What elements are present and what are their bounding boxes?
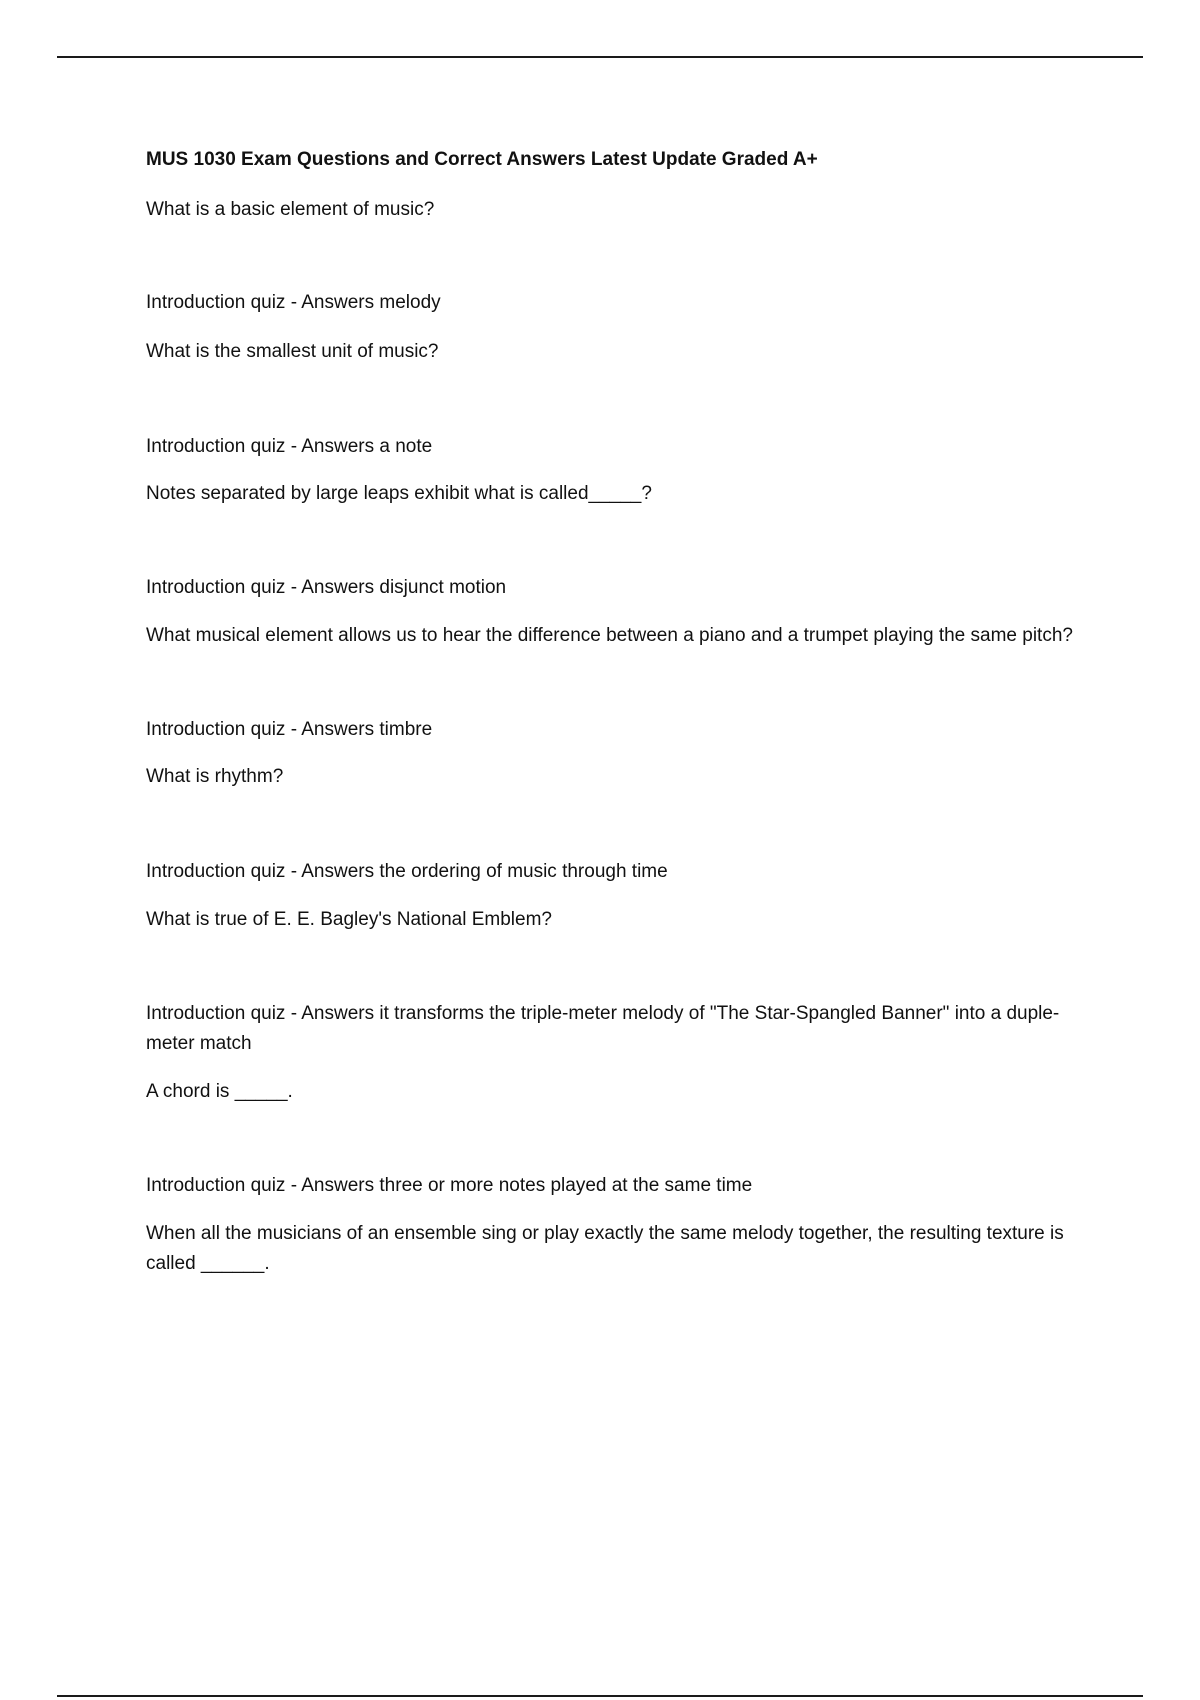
question-text: What musical element allows us to hear the difference between a piano and a trumpet playing the same pitch? [146,625,1073,646]
question-text: A chord is _____. [146,1081,293,1102]
qa-item-3 [146,479,1106,603]
answer-text: Introduction quiz - Answers disjunct motion [146,577,507,598]
qa-item-8 [146,1219,1106,1279]
document-body [146,145,1106,1279]
qa-item-7 [146,1077,1106,1201]
qa-item-6 [146,905,1106,1059]
qa-item-2 [146,337,1106,462]
qa-item-5 [146,762,1106,887]
question-text: What is true of E. E. Bagley's National Emblem? [146,909,552,930]
footer-rule [57,1695,1143,1697]
header-rule [57,56,1143,58]
answer-text: Introduction quiz - Answers timbre [146,719,433,740]
answer-text: Introduction quiz - Answers the ordering of music through time [146,861,668,882]
qa-item-1 [146,195,1106,318]
question-text: What is rhythm? [146,766,284,787]
qa-item-4 [146,621,1106,745]
answer-text: Introduction quiz - Answers three or more notes played at the same time [146,1175,753,1196]
answer-text: Introduction quiz - Answers melody [146,292,441,313]
question-text: What is a basic element of music? [146,199,435,220]
question-text: What is the smallest unit of music? [146,341,439,362]
answer-text: Introduction quiz - Answers it transforms the triple-meter melody of "The Star-Spangled Banner" into a duple-meter match [146,1003,1060,1054]
question-text: Notes separated by large leaps exhibit what is called_____? [146,483,652,504]
question-text: When all the musicians of an ensemble sing or play exactly the same melody together, the resulting texture is called ______. [146,1223,1070,1274]
document-title: MUS 1030 Exam Questions and Correct Answers Latest Update Graded A+ [146,149,818,170]
answer-text: Introduction quiz - Answers a note [146,436,433,457]
